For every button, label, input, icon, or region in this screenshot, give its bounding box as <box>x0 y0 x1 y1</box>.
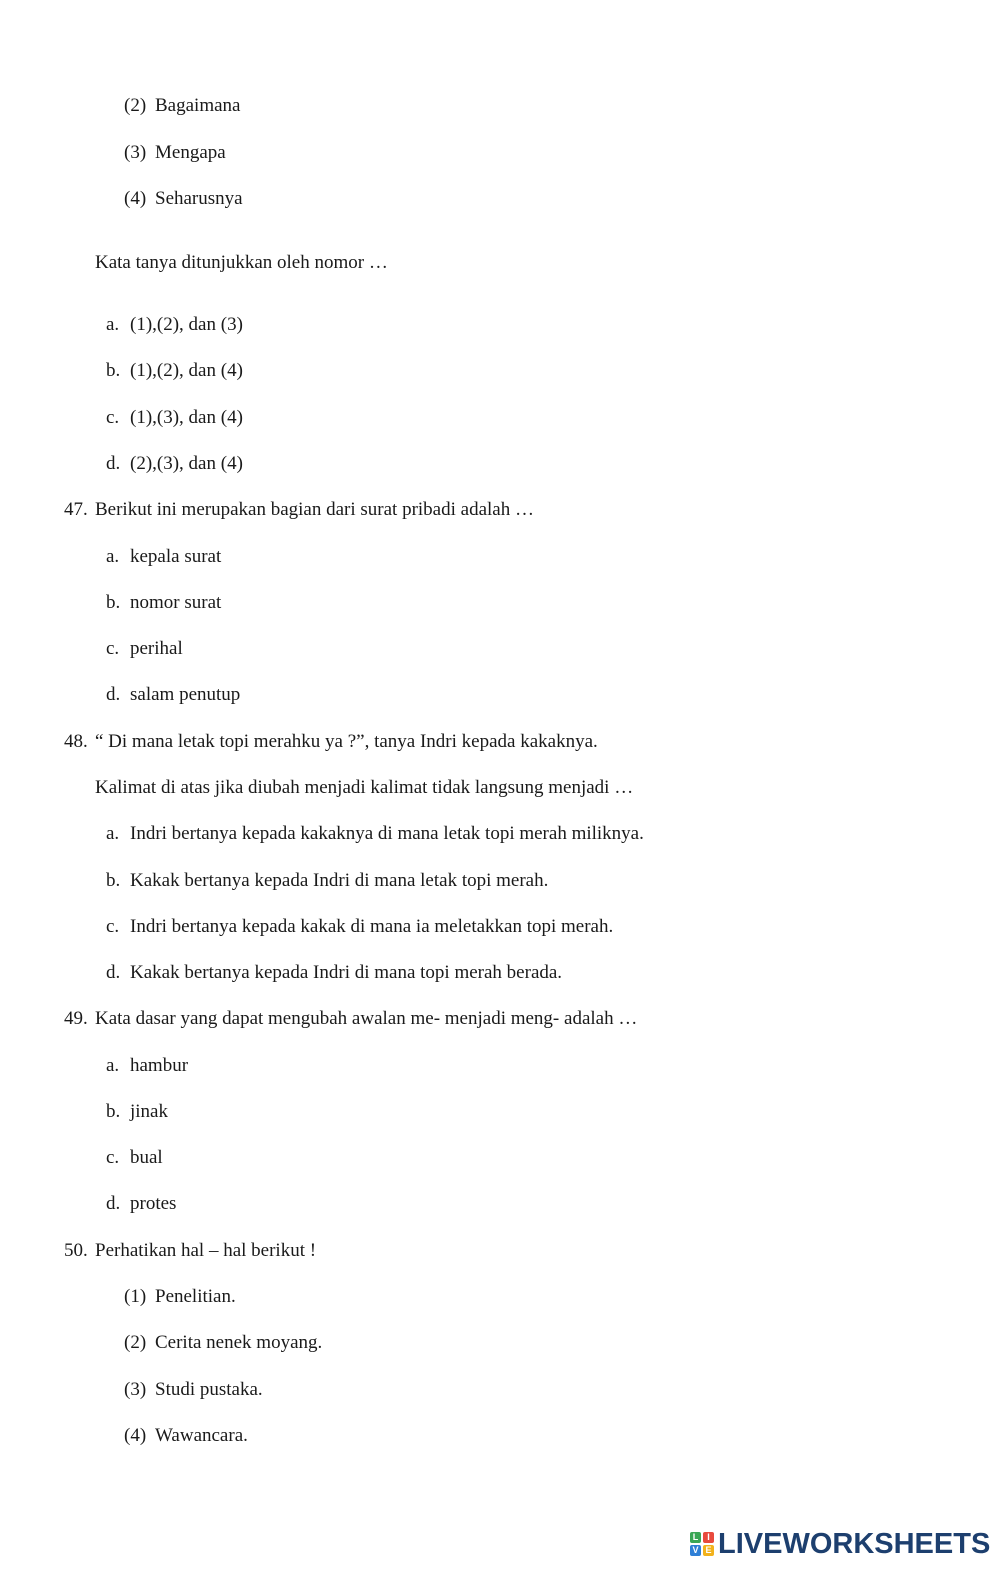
answer-option[interactable]: a. hambur <box>106 1055 189 1076</box>
logo-tile: I <box>703 1532 714 1543</box>
list-item: (4) Seharusnya <box>124 188 243 209</box>
answer-option[interactable]: d. salam penutup <box>106 684 241 705</box>
question: 50. Perhatikan hal – hal berikut ! <box>64 1240 317 1261</box>
answer-option[interactable]: d. (2),(3), dan (4) <box>106 453 243 474</box>
question-prompt: Kalimat di atas jika diubah menjadi kalimat tidak langsung menjadi … <box>95 777 634 798</box>
question-prompt: Kata tanya ditunjukkan oleh nomor … <box>95 252 388 273</box>
liveworksheets-logo[interactable] <box>690 1526 990 1562</box>
answer-option[interactable]: b. nomor surat <box>106 592 222 613</box>
answer-option[interactable]: d. Kakak bertanya kepada Indri di mana topi merah berada. <box>106 962 563 983</box>
answer-option[interactable]: a. (1),(2), dan (3) <box>106 314 243 335</box>
list-item: (2) Cerita nenek moyang. <box>124 1332 323 1353</box>
list-item: (3) Mengapa <box>124 142 226 163</box>
question: 49. Kata dasar yang dapat mengubah awalan me- menjadi meng- adalah … <box>64 1008 638 1029</box>
answer-option[interactable]: c. Indri bertanya kepada kakak di mana ia meletakkan topi merah. <box>106 916 614 937</box>
logo-tile: L <box>690 1532 701 1543</box>
list-item: (2) Bagaimana <box>124 95 241 116</box>
list-item: (4) Wawancara. <box>124 1425 248 1446</box>
answer-option[interactable]: c. bual <box>106 1147 163 1168</box>
answer-option[interactable]: b. (1),(2), dan (4) <box>106 360 243 381</box>
answer-option[interactable]: a. kepala surat <box>106 546 222 567</box>
answer-option[interactable]: b. jinak <box>106 1101 168 1122</box>
list-item: (1) Penelitian. <box>124 1286 236 1307</box>
answer-option[interactable]: c. (1),(3), dan (4) <box>106 407 243 428</box>
list-item: (3) Studi pustaka. <box>124 1379 263 1400</box>
logo-tile: V <box>690 1545 701 1556</box>
answer-option[interactable]: b. Kakak bertanya kepada Indri di mana letak topi merah. <box>106 870 549 891</box>
question: 48. “ Di mana letak topi merahku ya ?”, tanya Indri kepada kakaknya. <box>64 731 598 752</box>
question: 47. Berikut ini merupakan bagian dari surat pribadi adalah … <box>64 499 534 520</box>
answer-option[interactable]: c. perihal <box>106 638 183 659</box>
logo-tile: E <box>703 1545 714 1556</box>
answer-option[interactable]: a. Indri bertanya kepada kakaknya di mana letak topi merah miliknya. <box>106 823 644 844</box>
logo-text: LIVEWORKSHEETS <box>718 1527 991 1560</box>
answer-option[interactable]: d. protes <box>106 1193 177 1214</box>
logo-mark-icon <box>690 1532 714 1556</box>
